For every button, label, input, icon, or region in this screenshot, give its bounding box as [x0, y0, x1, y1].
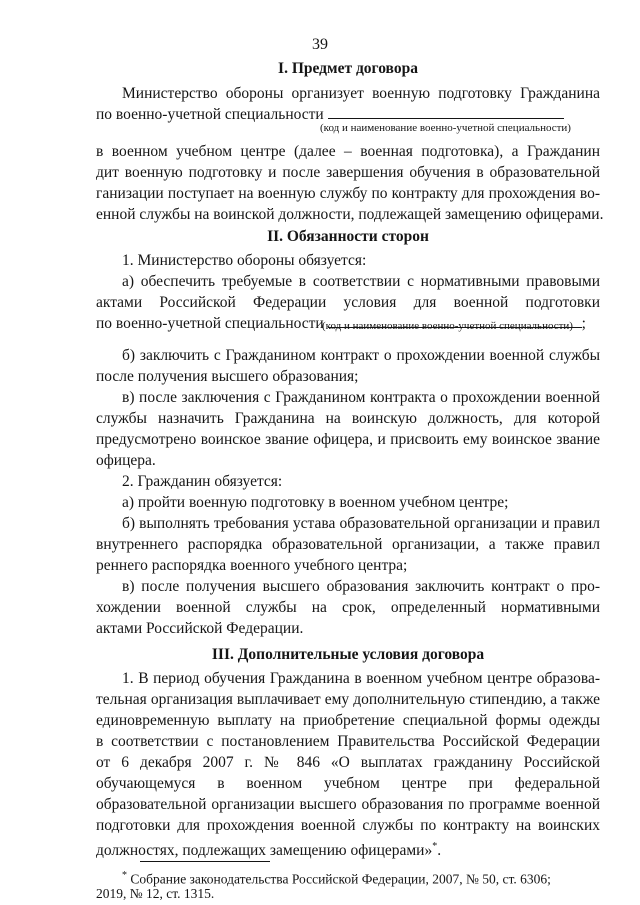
s2-b-line-1: б) заключить с Гражданином контракт о прохождении военной службы	[122, 347, 600, 364]
s3-line-6: обучающемуся в военном учебном центре при федеральной	[96, 775, 600, 792]
footnote-line-2: 2019, № 12, ст. 1315.	[96, 886, 215, 901]
s3-line-4: в соответствии с постановлением Правительства Российской Федерации	[96, 733, 600, 750]
footnote-rule	[140, 861, 270, 862]
s2-c-line-4: офицера.	[96, 452, 156, 469]
specialty-caption-2: (код и наименование военно-учетной специальности)	[322, 320, 573, 332]
s2-e-line-3: реннего распорядка военного учебного центра;	[96, 557, 408, 574]
s3-line-2: тельная организация выплачивает ему дополнительную стипендию, а также	[96, 691, 600, 708]
s2-a-line-2: актами Российской Федерации условия для военной подготовки	[96, 294, 600, 311]
s2-e-line-2: внутреннего распорядка образовательной организации, а также правил	[96, 536, 600, 553]
specialty-caption-1: (код и наименование военно-учетной специальности)	[320, 122, 571, 134]
s3-line-8: подготовки для прохождения военной службы по контракту на воинских	[96, 817, 600, 834]
s1-line-2-text: по военно-учетной специальности	[96, 106, 324, 123]
s1-line-6: енной службы на воинской должности, подлежащей замещению офицерами.	[96, 206, 604, 223]
s3-line-9-text: должностях, подлежащих замещению офицерами»	[96, 842, 433, 860]
s3-line-5: от 6 декабря 2007 г. № 846 «О выплатах гражданину Российской	[96, 754, 600, 771]
s2-a-line-3-text: по военно-учетной специальности	[96, 315, 324, 332]
s2-c-line-3: предусмотрено воинское звание офицера, и присвоить ему воинское звание	[96, 431, 600, 448]
s2-p1: 1. Министерство обороны обязуется:	[122, 252, 367, 269]
s2-a-line-1: а) обеспечить требуемые в соответствии с нормативными правовыми	[122, 273, 600, 290]
s1-line-3: в военном учебном центре (далее – военная подготовка), а Гражданин	[96, 143, 600, 160]
s1-line-5: ганизации поступает на военную службу по контракту для прохождения во-	[96, 185, 600, 202]
section-3-title: III. Дополнительные условия договора	[211, 646, 485, 663]
s3-line-7: образовательной организации высшего образования по программе военной	[96, 796, 600, 813]
s2-b-line-2: после получения высшего образования;	[96, 368, 359, 385]
s2-f-line-3: актами Российской Федерации.	[96, 620, 304, 637]
footnote-line-1-text: Собрание законодательства Российской Федерации, 2007, № 50, ст. 6306;	[130, 871, 551, 887]
s3-line-1: 1. В период обучения Гражданина в военном учебном центре образова-	[122, 670, 600, 687]
s3-line-9	[96, 837, 600, 861]
footnote-mark: *	[122, 870, 127, 881]
specialty-blank-1	[328, 104, 564, 119]
s2-f-line-2: хождении военной службы на срок, определенный нормативными	[96, 599, 600, 616]
s2-c-line-2: службы назначить Гражданина на воинскую должность, для которой	[96, 410, 600, 427]
section-1-title: I. Предмет договора	[278, 60, 418, 77]
footnote-mark-ref: *	[432, 841, 438, 852]
s2-d-line-1: а) пройти военную подготовку в военном учебном центре;	[122, 494, 509, 511]
page-number: 39	[312, 36, 328, 53]
s3-line-9-end: .	[437, 842, 442, 860]
s2-a-line-3-end: ;	[581, 315, 586, 332]
s2-c-line-1: в) после заключения с Гражданином контракта о прохождении военной	[122, 389, 600, 406]
s3-line-3: единовременную выплату на приобретение специальной формы одежды	[96, 712, 600, 729]
section-2-title: II. Обязанности сторон	[267, 228, 429, 245]
s2-p2: 2. Гражданин обязуется:	[122, 473, 283, 490]
s1-line-1: Министерство обороны организует военную подготовку Гражданина	[122, 85, 600, 102]
s1-line-4: дит военную подготовку и после завершения обучения в образовательной	[96, 164, 600, 181]
s2-f-line-1: в) после получения высшего образования заключить контракт о про-	[122, 578, 600, 595]
s2-e-line-1: б) выполнять требования устава образовательной организации и правил	[122, 515, 600, 532]
